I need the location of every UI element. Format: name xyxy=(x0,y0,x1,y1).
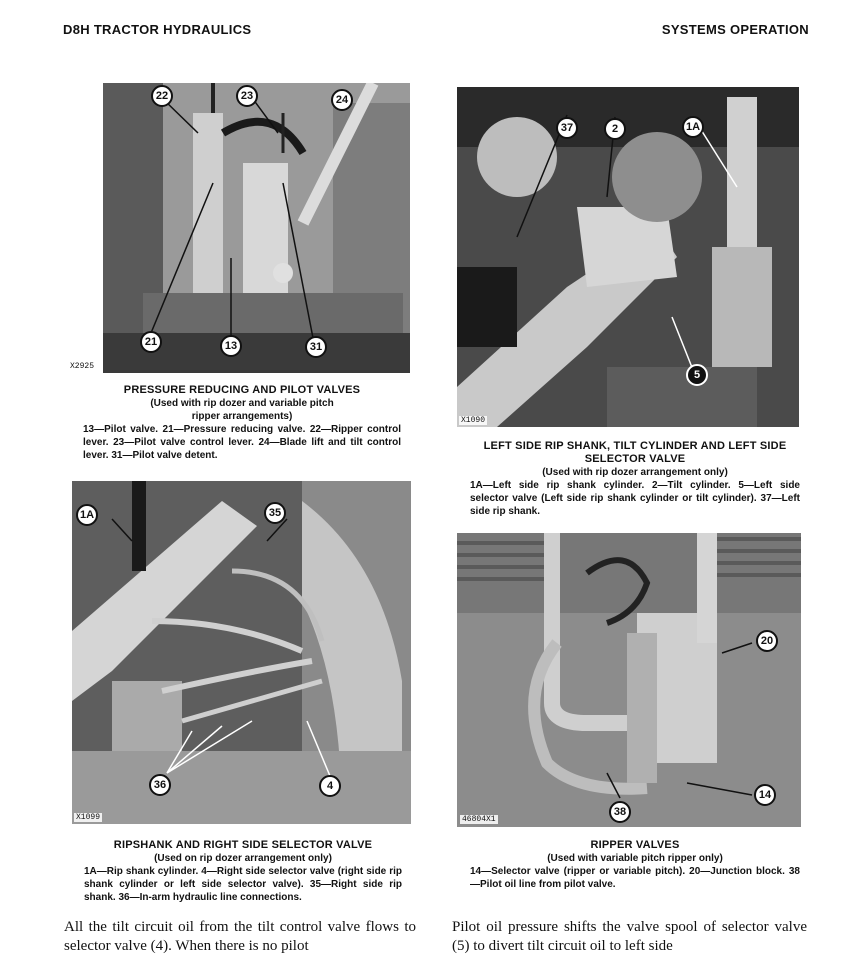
callout-24: 24 xyxy=(331,89,353,111)
photo-code-label: X2925 xyxy=(70,362,95,371)
photo-code: X1090 xyxy=(461,416,486,425)
photo-code: X1099 xyxy=(76,813,101,822)
photo-pressure-reducing-pilot-valves xyxy=(103,83,410,373)
photo-ripper-valves xyxy=(457,533,801,827)
callout-36: 36 xyxy=(149,774,171,796)
caption-subtitle: (Used with rip dozer and variable pitch xyxy=(150,398,334,409)
caption-figure-2 xyxy=(470,440,800,518)
caption-title: RIPPER VALVES xyxy=(590,839,680,851)
running-header-right: SYSTEMS OPERATION xyxy=(661,22,809,37)
callout-1a: 1A xyxy=(76,504,98,526)
callout-23: 23 xyxy=(236,85,258,107)
caption-body: 13—Pilot valve. 21—Pressure reducing valve. 22—Ripper control lever. 23—Pilot valve control lever. 24—Blade lift and tilt control lever. 31—Pilot valve detent. xyxy=(83,424,401,461)
caption-subtitle: (Used with rip dozer arrangement only) xyxy=(542,467,728,478)
callout-5: 5 xyxy=(686,364,708,386)
caption-subtitle: (Used on rip dozer arrangement only) xyxy=(154,853,332,864)
caption-figure-1 xyxy=(83,384,401,462)
callout-20: 20 xyxy=(756,630,778,652)
caption-figure-4 xyxy=(470,839,800,891)
callout-22: 22 xyxy=(151,85,173,107)
caption-body: 1A—Left side rip shank cylinder. 2—Tilt cylinder. 5—Left side selector valve (Left side rip shank cylinder or tilt cylinder). 37—Left side rip shank. xyxy=(470,480,800,517)
callout-4: 4 xyxy=(319,775,341,797)
photo-3-illustration xyxy=(72,481,411,824)
callout-37: 37 xyxy=(556,117,578,139)
callout-21: 21 xyxy=(140,331,162,353)
callout-2: 2 xyxy=(604,118,626,140)
callout-14: 14 xyxy=(754,784,776,806)
photo-1-illustration xyxy=(103,83,410,373)
photo-ripshank-right-selector-valve xyxy=(72,481,411,824)
caption-body: 14—Selector valve (ripper or variable pitch). 20—Junction block. 38—Pilot oil line from pilot valve. xyxy=(470,866,800,890)
callout-13: 13 xyxy=(220,335,242,357)
callout-35: 35 xyxy=(264,502,286,524)
photo-code: 46804X1 xyxy=(462,815,496,824)
caption-title: PRESSURE REDUCING AND PILOT VALVES xyxy=(123,384,361,396)
photo-left-rip-shank-tilt-cylinder xyxy=(457,87,799,427)
body-paragraph-right: Pilot oil pressure shifts the valve spool of selector valve (5) to divert tilt circuit oil to left side xyxy=(452,919,807,954)
callout-1a: 1A xyxy=(682,116,704,138)
running-header-left: D8H TRACTOR HYDRAULICS xyxy=(63,22,252,37)
caption-title: SELECTOR VALVE xyxy=(584,453,686,465)
body-paragraph-left: All the tilt circuit oil from the tilt control valve flows to selector valve (4). When there is no pilot xyxy=(64,919,416,954)
caption-body: 1A—Rip shank cylinder. 4—Right side selector valve (right side rip shank cylinder or left side selector valve). 35—Right side rip shank. 36—In-arm hydraulic line connections. xyxy=(84,866,402,903)
caption-figure-3 xyxy=(84,839,402,904)
callout-31: 31 xyxy=(305,336,327,358)
callout-38: 38 xyxy=(609,801,631,823)
caption-title: RIPSHANK AND RIGHT SIDE SELECTOR VALVE xyxy=(113,839,373,851)
caption-subtitle: ripper arrangements) xyxy=(191,411,293,422)
caption-title: LEFT SIDE RIP SHANK, TILT CYLINDER AND LEFT SIDE xyxy=(483,440,787,452)
photo-2-illustration xyxy=(457,87,799,427)
photo-4-illustration xyxy=(457,533,801,827)
caption-subtitle: (Used with variable pitch ripper only) xyxy=(547,853,723,864)
